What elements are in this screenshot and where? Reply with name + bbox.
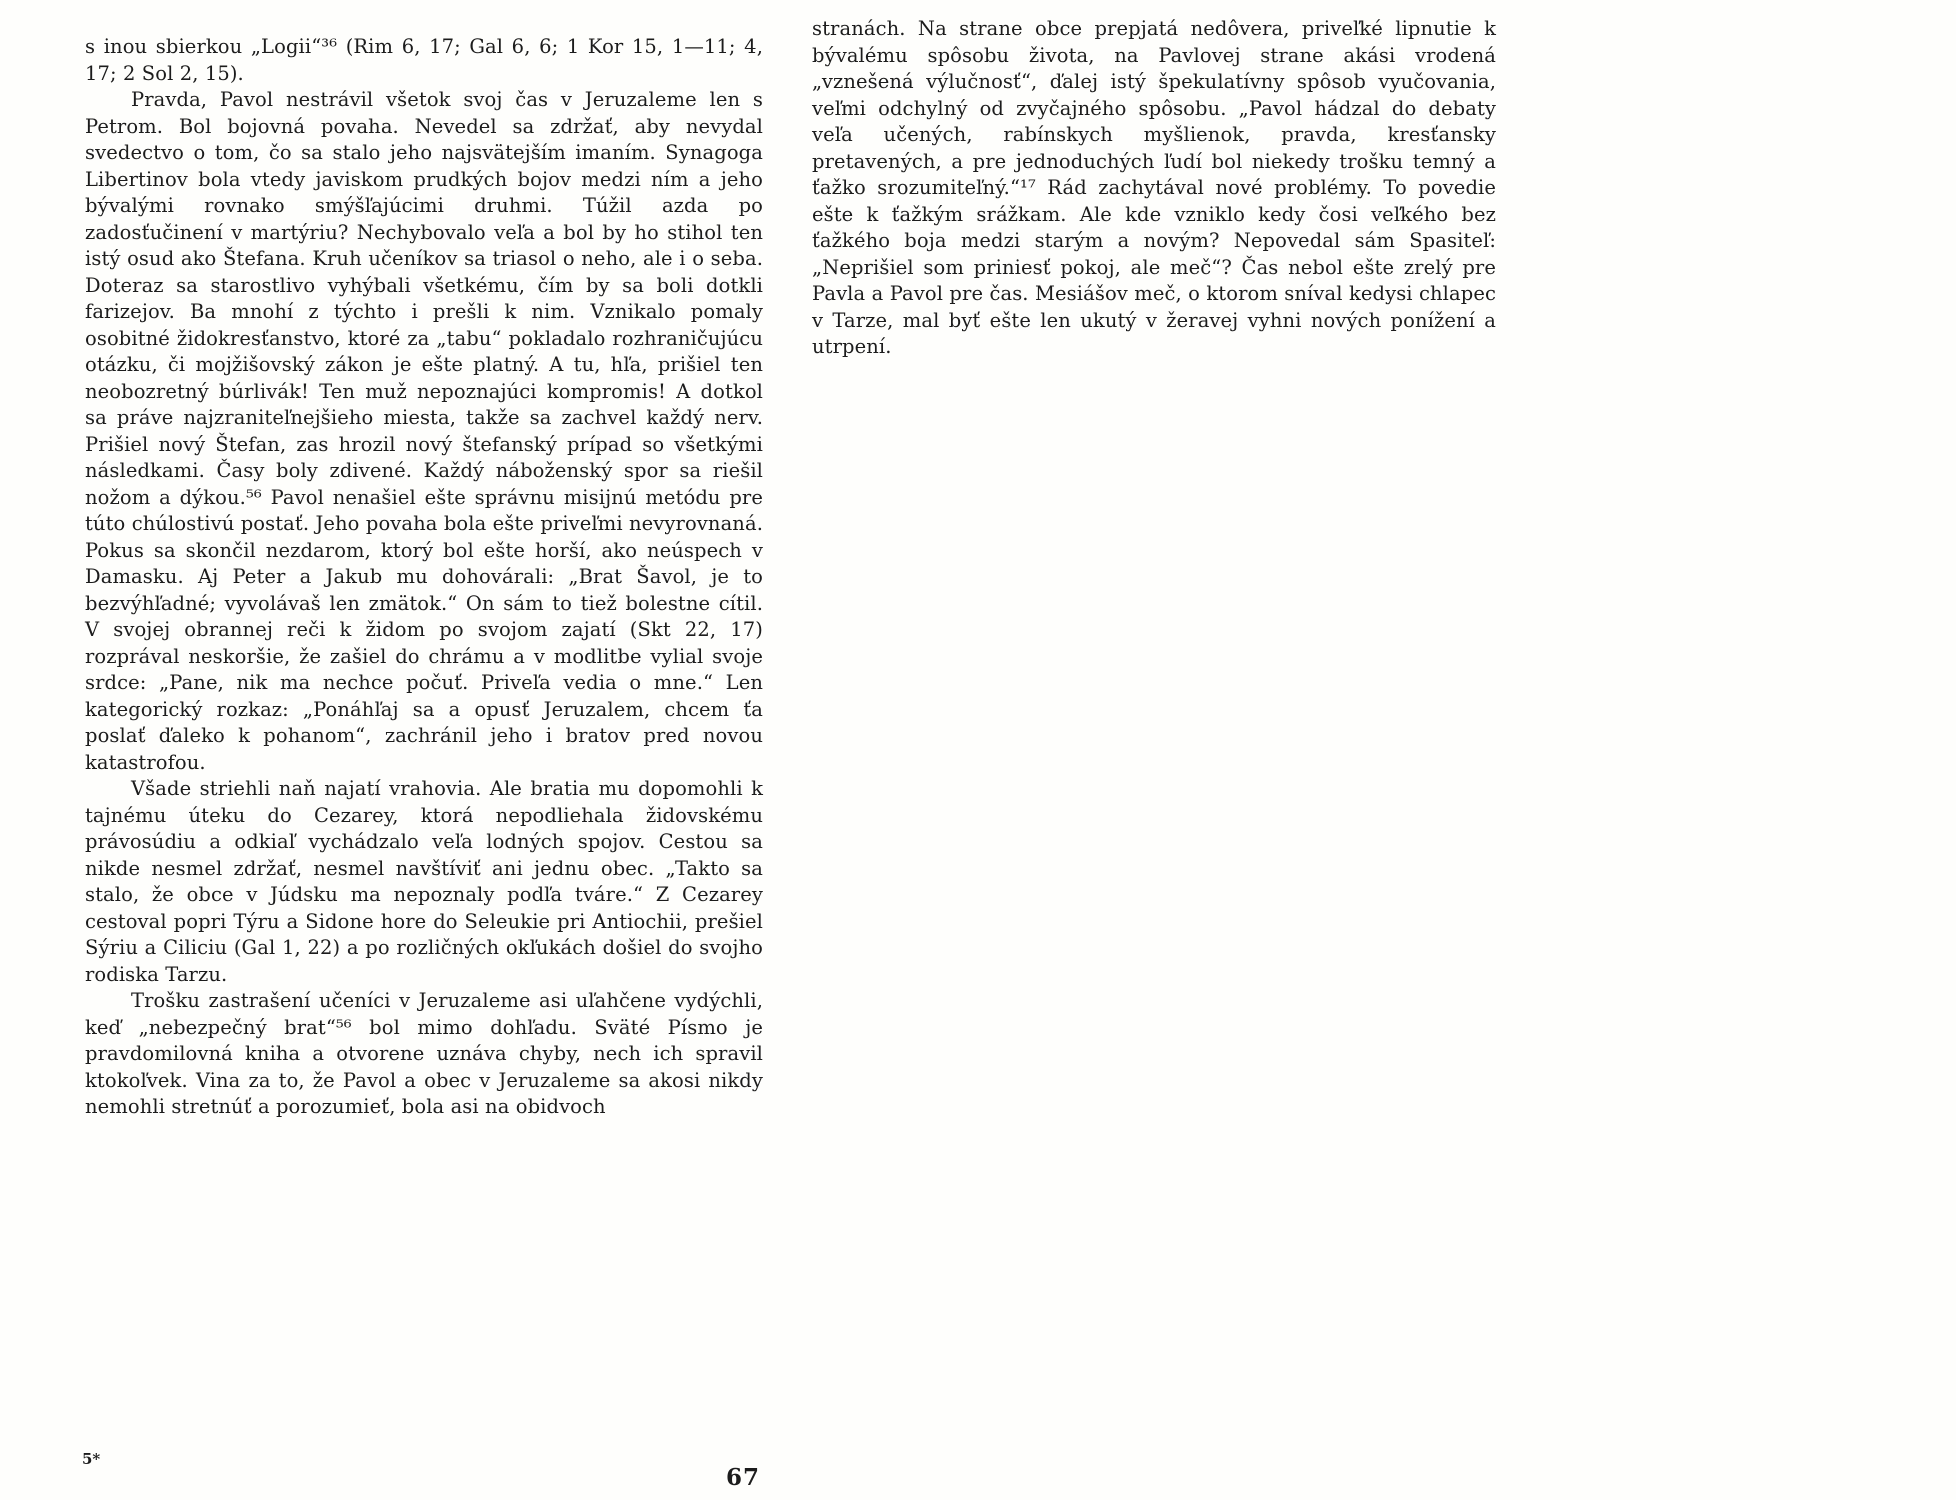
- page-number: 67: [726, 1464, 761, 1491]
- paragraph-continuation: stranách. Na strane obce prepjatá nedôvera, priveľké lipnutie k bývalému spôsobu života, na Pavlovej strane akási vrodená „vznešená výlučnosť“, ďalej istý špekulatívny spôsob vyučovania, veľmi odchylný od zvyčajného spôsobu. „Pavol hádzal do debaty veľa učených, rabínskych myšlienok, pravda, kresťansky pretavených, a pre jednoduchých ľudí bol niekedy trošku temný a ťažko srozumiteľný.“¹⁷ Rád zachytával nové problémy. To povedie ešte k ťažkým srážkam. Ale kde vzniklo kedy čosi veľkého bez ťažkého boja medzi starým a novým? Nepovedal sám Spasiteľ: „Neprišiel som priniesť pokoj, ale meč“? Čas nebol ešte zrelý pre Pavla a Pavol pre čas. Mesiášov meč, o ktorom sníval kedysi chlapec v Tarze, mal byť ešte len ukutý v žeravej vyhni nových ponížení a utrpení.: [812, 17, 1496, 358]
- right-column: [812, 16, 1496, 361]
- left-column: [85, 34, 763, 1121]
- paragraph: Trošku zastrašení učeníci v Jeruzaleme asi uľahčene vydýchli, keď „nebezpečný brat“⁵⁶ bol mimo dohľadu. Sväté Písmo je pravdomilovná kniha a otvorene uznáva chyby, nech ich spravil ktokoľvek. Vina za to, že Pavol a obec v Jeruzaleme sa akosi nikdy nemohli stretnúť a porozumieť, bola asi na obidvoch: [85, 989, 763, 1118]
- paragraph: Pravda, Pavol nestrávil všetok svoj čas v Jeruzaleme len s Petrom. Bol bojovná povaha. Nevedel sa zdržať, aby nevydal svedectvo o tom, čo sa stalo jeho najsvätejším imaním. Synagoga Libertinov bola vtedy javiskom prudkých bojov medzi ním a jeho bývalými rovnako smýšľajúcimi druhmi. Túžil azda po zadosťučinení v martýriu? Nechybovalo veľa a bol by ho stihol ten istý osud ako Štefana. Kruh učeníkov sa triasol o neho, ale i o seba. Doteraz sa starostlivo vyhýbali všetkému, čím by sa boli dotkli farizejov. Ba mnohí z týchto i prešli k nim. Vznikalo pomaly osobitné židokresťanstvo, ktoré za „tabu“ pokladalo rozhraničujúcu otázku, či mojžišovský zákon je ešte platný. A tu, hľa, prišiel ten neobozretný búrlivák! Ten muž nepoznajúci kompromis! A dotkol sa práve najzraniteľnejšieho miesta, takže sa zachvel každý nerv. Prišiel nový Štefan, zas hrozil nový štefanský prípad so všetkými následkami. Časy boly zdivené. Každý náboženský spor sa riešil nožom a dýkou.⁵⁶ Pavol nenašiel ešte správnu misijnú metódu pre túto chúlostivú postať. Jeho povaha bola ešte priveľmi nevyrovnaná. Pokus sa skončil nezdarom, ktorý bol ešte horší, ako neúspech v Damasku. Aj Peter a Jakub mu dohovárali: „Brat Šavol, je to bezvýhľadné; vyvolávaš len zmätok.“ On sám to tiež bolestne cítil. V svojej obrannej reči k židom po svojom zajatí (Skt 22, 17) rozprával neskoršie, že zašiel do chrámu a v modlitbe vylial svoje srdce: „Pane, nik ma nechce počuť. Priveľa vedia o mne.“ Len kategorický rozkaz: „Ponáhľaj sa a opusť Jeruzalem, chcem ťa poslať ďaleko k pohanom“, zachránil jeho i bratov pred novou katastrofou.: [85, 88, 763, 774]
- paragraph: Všade striehli naň najatí vrahovia. Ale bratia mu dopomohli k tajnému úteku do Cezarey, ktorá nepodliehala židovskému právosúdiu a odkiaľ vychádzalo veľa lodných spojov. Cestou sa nikde nesmel zdržať, nesmel navštíviť ani jednu obec. „Takto sa stalo, že obce v Júdsku ma nepoznaly podľa tváre.“ Z Cezarey cestoval popri Týru a Sidone hore do Seleukie pri Antiochii, prešiel Sýriu a Ciliciu (Gal 1, 22) a po rozličných okľukách došiel do svojho rodiska Tarzu.: [85, 777, 763, 986]
- paragraph-continuation: s inou sbierkou „Logii“³⁶ (Rim 6, 17; Gal 6, 6; 1 Kor 15, 1—11; 4, 17; 2 Sol 2, 15).: [85, 35, 763, 85]
- signature-mark: 5*: [82, 1450, 101, 1468]
